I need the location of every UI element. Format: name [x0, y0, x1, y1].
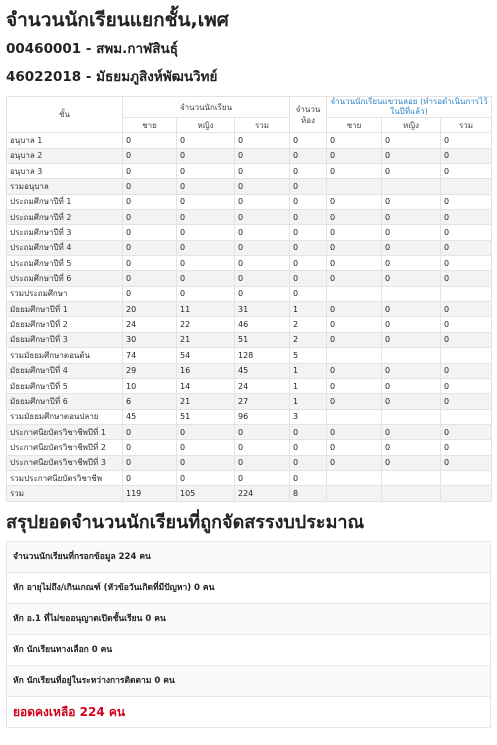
female-count: 51: [177, 409, 235, 424]
dropout-total: [441, 486, 492, 501]
dropout-total: 0: [441, 240, 492, 255]
dropout-total: 0: [441, 378, 492, 393]
room-count: 0: [290, 164, 327, 179]
header-dropout-male: ชาย: [327, 118, 382, 133]
dropout-male: [327, 486, 382, 501]
dropout-total: 0: [441, 424, 492, 439]
dropout-male: [327, 470, 382, 485]
grade-label: ประกาศนียบัตรวิชาชีพปีที่ 3: [7, 455, 123, 470]
male-count: 45: [123, 409, 177, 424]
education-office: 00460001 - สพม.กาฬสินธุ์: [6, 41, 179, 57]
summary-item: หัก นักเรียนทางเลือก 0 คน: [6, 635, 491, 666]
grade-label: ประกาศนียบัตรวิชาชีพปีที่ 1: [7, 424, 123, 439]
dropout-female: 0: [382, 440, 441, 455]
dropout-total: 0: [441, 440, 492, 455]
female-count: 54: [177, 348, 235, 363]
dropout-male: 0: [327, 225, 382, 240]
room-count: 2: [290, 317, 327, 332]
dropout-total: 0: [441, 164, 492, 179]
dropout-male: 0: [327, 394, 382, 409]
dropout-total: 0: [441, 210, 492, 225]
dropout-male: 0: [327, 440, 382, 455]
dropout-male: 0: [327, 317, 382, 332]
room-count: 0: [290, 225, 327, 240]
table-row: [7, 363, 492, 378]
table-row: [7, 440, 492, 455]
table-row: [7, 225, 492, 240]
grade-label: ประถมศึกษาปีที่ 5: [7, 256, 123, 271]
room-count: 0: [290, 148, 327, 163]
total-count: 0: [235, 286, 290, 301]
female-count: 0: [177, 470, 235, 485]
table-row: [7, 470, 492, 485]
male-count: 0: [123, 286, 177, 301]
table-row: [7, 332, 492, 347]
female-count: 14: [177, 378, 235, 393]
dropout-male: 0: [327, 133, 382, 148]
grade-label: มัธยมศึกษาปีที่ 2: [7, 317, 123, 332]
summary-item: หัก อายุไม่ถึง/เกินเกณฑ์ (หัวข้อวันเกิดที่มีปัญหา) 0 คน: [6, 573, 491, 604]
grade-label: รวมมัธยมศึกษาตอนต้น: [7, 348, 123, 363]
total-count: 224: [235, 486, 290, 501]
male-count: 0: [123, 148, 177, 163]
dropout-female: [382, 409, 441, 424]
header-students: จำนวนนักเรียน: [123, 97, 290, 118]
dropout-female: 0: [382, 164, 441, 179]
dropout-total: 0: [441, 332, 492, 347]
total-count: 0: [235, 210, 290, 225]
room-count: 0: [290, 440, 327, 455]
male-count: 119: [123, 486, 177, 501]
header-grade: ชั้น: [7, 97, 123, 133]
dropout-total: 0: [441, 394, 492, 409]
male-count: 0: [123, 455, 177, 470]
male-count: 0: [123, 225, 177, 240]
dropout-male: 0: [327, 271, 382, 286]
room-count: 2: [290, 332, 327, 347]
grade-label: อนุบาล 1: [7, 133, 123, 148]
dropout-male: [327, 179, 382, 194]
dropout-male: 0: [327, 164, 382, 179]
dropout-total: 0: [441, 133, 492, 148]
total-count: 0: [235, 256, 290, 271]
dropout-female: 0: [382, 225, 441, 240]
grade-label: มัธยมศึกษาปีที่ 6: [7, 394, 123, 409]
dropout-total: [441, 286, 492, 301]
dropout-male: 0: [327, 332, 382, 347]
dropout-total: 0: [441, 225, 492, 240]
male-count: 30: [123, 332, 177, 347]
grade-label: รวม: [7, 486, 123, 501]
male-count: 24: [123, 317, 177, 332]
room-count: 5: [290, 348, 327, 363]
grade-label: ประถมศึกษาปีที่ 1: [7, 194, 123, 209]
male-count: 0: [123, 179, 177, 194]
total-count: 0: [235, 179, 290, 194]
dropout-female: [382, 348, 441, 363]
table-row: [7, 271, 492, 286]
male-count: 0: [123, 194, 177, 209]
dropout-female: 0: [382, 424, 441, 439]
dropout-male: [327, 409, 382, 424]
dropout-male: 0: [327, 240, 382, 255]
female-count: 0: [177, 424, 235, 439]
room-count: 0: [290, 179, 327, 194]
table-row: [7, 164, 492, 179]
dropout-male: 0: [327, 302, 382, 317]
table-row: [7, 317, 492, 332]
total-count: 31: [235, 302, 290, 317]
header-male: ชาย: [123, 118, 177, 133]
dropout-total: 0: [441, 302, 492, 317]
dropout-total: [441, 470, 492, 485]
total-count: 0: [235, 225, 290, 240]
grade-label: มัธยมศึกษาปีที่ 3: [7, 332, 123, 347]
female-count: 22: [177, 317, 235, 332]
dropout-female: 0: [382, 363, 441, 378]
header-female: หญิง: [177, 118, 235, 133]
table-row: [7, 486, 492, 501]
room-count: 0: [290, 455, 327, 470]
dropout-female: 0: [382, 302, 441, 317]
grade-label: อนุบาล 2: [7, 148, 123, 163]
male-count: 0: [123, 440, 177, 455]
male-count: 6: [123, 394, 177, 409]
female-count: 0: [177, 240, 235, 255]
table-row: [7, 286, 492, 301]
grade-label: มัธยมศึกษาปีที่ 1: [7, 302, 123, 317]
female-count: 21: [177, 394, 235, 409]
table-row: [7, 210, 492, 225]
table-row: [7, 378, 492, 393]
male-count: 0: [123, 256, 177, 271]
grade-label: ประถมศึกษาปีที่ 6: [7, 271, 123, 286]
table-row: [7, 133, 492, 148]
room-count: 1: [290, 394, 327, 409]
male-count: 0: [123, 133, 177, 148]
female-count: 0: [177, 256, 235, 271]
room-count: 0: [290, 133, 327, 148]
dropout-male: 0: [327, 424, 382, 439]
dropout-total: 0: [441, 256, 492, 271]
male-count: 29: [123, 363, 177, 378]
male-count: 10: [123, 378, 177, 393]
total-count: 27: [235, 394, 290, 409]
male-count: 0: [123, 470, 177, 485]
grade-label: ประกาศนียบัตรวิชาชีพปีที่ 2: [7, 440, 123, 455]
dropout-male: 0: [327, 256, 382, 271]
total-count: 0: [235, 455, 290, 470]
grade-label: มัธยมศึกษาปีที่ 5: [7, 378, 123, 393]
dropout-female: 0: [382, 332, 441, 347]
total-count: 0: [235, 440, 290, 455]
male-count: 0: [123, 210, 177, 225]
table-row: [7, 240, 492, 255]
dropout-female: 0: [382, 133, 441, 148]
dropout-female: [382, 286, 441, 301]
male-count: 0: [123, 271, 177, 286]
table-row: [7, 394, 492, 409]
header-total: รวม: [235, 118, 290, 133]
table-row: [7, 455, 492, 470]
table-row: [7, 409, 492, 424]
dropout-total: [441, 179, 492, 194]
table-row: [7, 302, 492, 317]
female-count: 0: [177, 179, 235, 194]
total-count: 0: [235, 240, 290, 255]
table-row: [7, 256, 492, 271]
header-dropout-total: รวม: [441, 118, 492, 133]
grade-label: ประถมศึกษาปีที่ 4: [7, 240, 123, 255]
grade-label: อนุบาล 3: [7, 164, 123, 179]
total-count: 128: [235, 348, 290, 363]
remaining-total: ยอดคงเหลือ 224 คน: [6, 697, 491, 728]
female-count: 0: [177, 210, 235, 225]
dropout-female: 0: [382, 317, 441, 332]
table-row: [7, 179, 492, 194]
dropout-female: 0: [382, 148, 441, 163]
male-count: 0: [123, 424, 177, 439]
total-count: 0: [235, 148, 290, 163]
female-count: 0: [177, 455, 235, 470]
female-count: 0: [177, 194, 235, 209]
grade-label: รวมประถมศึกษา: [7, 286, 123, 301]
summary-item: หัก นักเรียนที่อยู่ในระหว่างการติดตาม 0 คน: [6, 666, 491, 697]
dropout-total: 0: [441, 317, 492, 332]
grade-label: รวมประกาศนียบัตรวิชาชีพ: [7, 470, 123, 485]
total-count: 0: [235, 424, 290, 439]
school-name: 46022018 - มัธยมภูสิงห์พัฒนวิทย์: [6, 69, 218, 85]
header-dropout-female: หญิง: [382, 118, 441, 133]
dropout-total: 0: [441, 194, 492, 209]
grade-label: รวมมัธยมศึกษาตอนปลาย: [7, 409, 123, 424]
room-count: 1: [290, 302, 327, 317]
female-count: 16: [177, 363, 235, 378]
table-row: [7, 148, 492, 163]
male-count: 74: [123, 348, 177, 363]
table-row: [7, 194, 492, 209]
table-row: [7, 424, 492, 439]
dropout-female: 0: [382, 455, 441, 470]
summary-list: [6, 541, 491, 728]
female-count: 105: [177, 486, 235, 501]
male-count: 20: [123, 302, 177, 317]
dropout-female: [382, 470, 441, 485]
dropout-female: 0: [382, 394, 441, 409]
room-count: 0: [290, 470, 327, 485]
page-title: จำนวนนักเรียนแยกชั้น,เพศ: [6, 9, 229, 31]
dropout-male: [327, 286, 382, 301]
room-count: 0: [290, 271, 327, 286]
header-dropout: จำนวนนักเรียนแขวนลอย (ทำรอดำเนินการไว้ในปีที่แล้ว): [327, 97, 492, 118]
room-count: 1: [290, 378, 327, 393]
dropout-female: 0: [382, 194, 441, 209]
grade-label: รวมอนุบาล: [7, 179, 123, 194]
dropout-female: [382, 179, 441, 194]
header-rooms: จำนวน ห้อง: [290, 97, 327, 133]
student-table: [6, 96, 492, 502]
dropout-male: 0: [327, 455, 382, 470]
dropout-total: [441, 409, 492, 424]
dropout-male: 0: [327, 194, 382, 209]
total-count: 51: [235, 332, 290, 347]
room-count: 0: [290, 240, 327, 255]
female-count: 0: [177, 148, 235, 163]
room-count: 8: [290, 486, 327, 501]
grade-label: ประถมศึกษาปีที่ 3: [7, 225, 123, 240]
female-count: 0: [177, 225, 235, 240]
total-count: 24: [235, 378, 290, 393]
dropout-female: 0: [382, 378, 441, 393]
total-count: 0: [235, 133, 290, 148]
total-count: 0: [235, 271, 290, 286]
summary-item: จำนวนนักเรียนที่กรอกข้อมูล 224 คน: [6, 541, 491, 573]
dropout-total: 0: [441, 455, 492, 470]
summary-item: หัก อ.1 ที่ไม่ขออนุญาตเปิดชั้นเรียน 0 คน: [6, 604, 491, 635]
dropout-female: 0: [382, 210, 441, 225]
dropout-male: 0: [327, 210, 382, 225]
female-count: 21: [177, 332, 235, 347]
female-count: 0: [177, 271, 235, 286]
female-count: 0: [177, 286, 235, 301]
room-count: 3: [290, 409, 327, 424]
total-count: 0: [235, 470, 290, 485]
female-count: 0: [177, 164, 235, 179]
male-count: 0: [123, 164, 177, 179]
total-count: 0: [235, 164, 290, 179]
summary-title: สรุปยอดจำนวนนักเรียนที่ถูกจัดสรรงบประมาณ: [6, 511, 365, 533]
female-count: 11: [177, 302, 235, 317]
total-count: 0: [235, 194, 290, 209]
room-count: 1: [290, 363, 327, 378]
grade-label: มัธยมศึกษาปีที่ 4: [7, 363, 123, 378]
dropout-female: 0: [382, 240, 441, 255]
total-count: 45: [235, 363, 290, 378]
room-count: 0: [290, 286, 327, 301]
dropout-total: 0: [441, 363, 492, 378]
dropout-female: 0: [382, 256, 441, 271]
table-row: [7, 348, 492, 363]
room-count: 0: [290, 424, 327, 439]
dropout-male: [327, 348, 382, 363]
dropout-male: 0: [327, 363, 382, 378]
female-count: 0: [177, 440, 235, 455]
total-count: 96: [235, 409, 290, 424]
dropout-total: [441, 348, 492, 363]
room-count: 0: [290, 256, 327, 271]
room-count: 0: [290, 194, 327, 209]
total-count: 46: [235, 317, 290, 332]
dropout-female: 0: [382, 271, 441, 286]
dropout-male: 0: [327, 378, 382, 393]
male-count: 0: [123, 240, 177, 255]
room-count: 0: [290, 210, 327, 225]
grade-label: ประถมศึกษาปีที่ 2: [7, 210, 123, 225]
dropout-total: 0: [441, 271, 492, 286]
dropout-male: 0: [327, 148, 382, 163]
dropout-female: [382, 486, 441, 501]
female-count: 0: [177, 133, 235, 148]
dropout-total: 0: [441, 148, 492, 163]
